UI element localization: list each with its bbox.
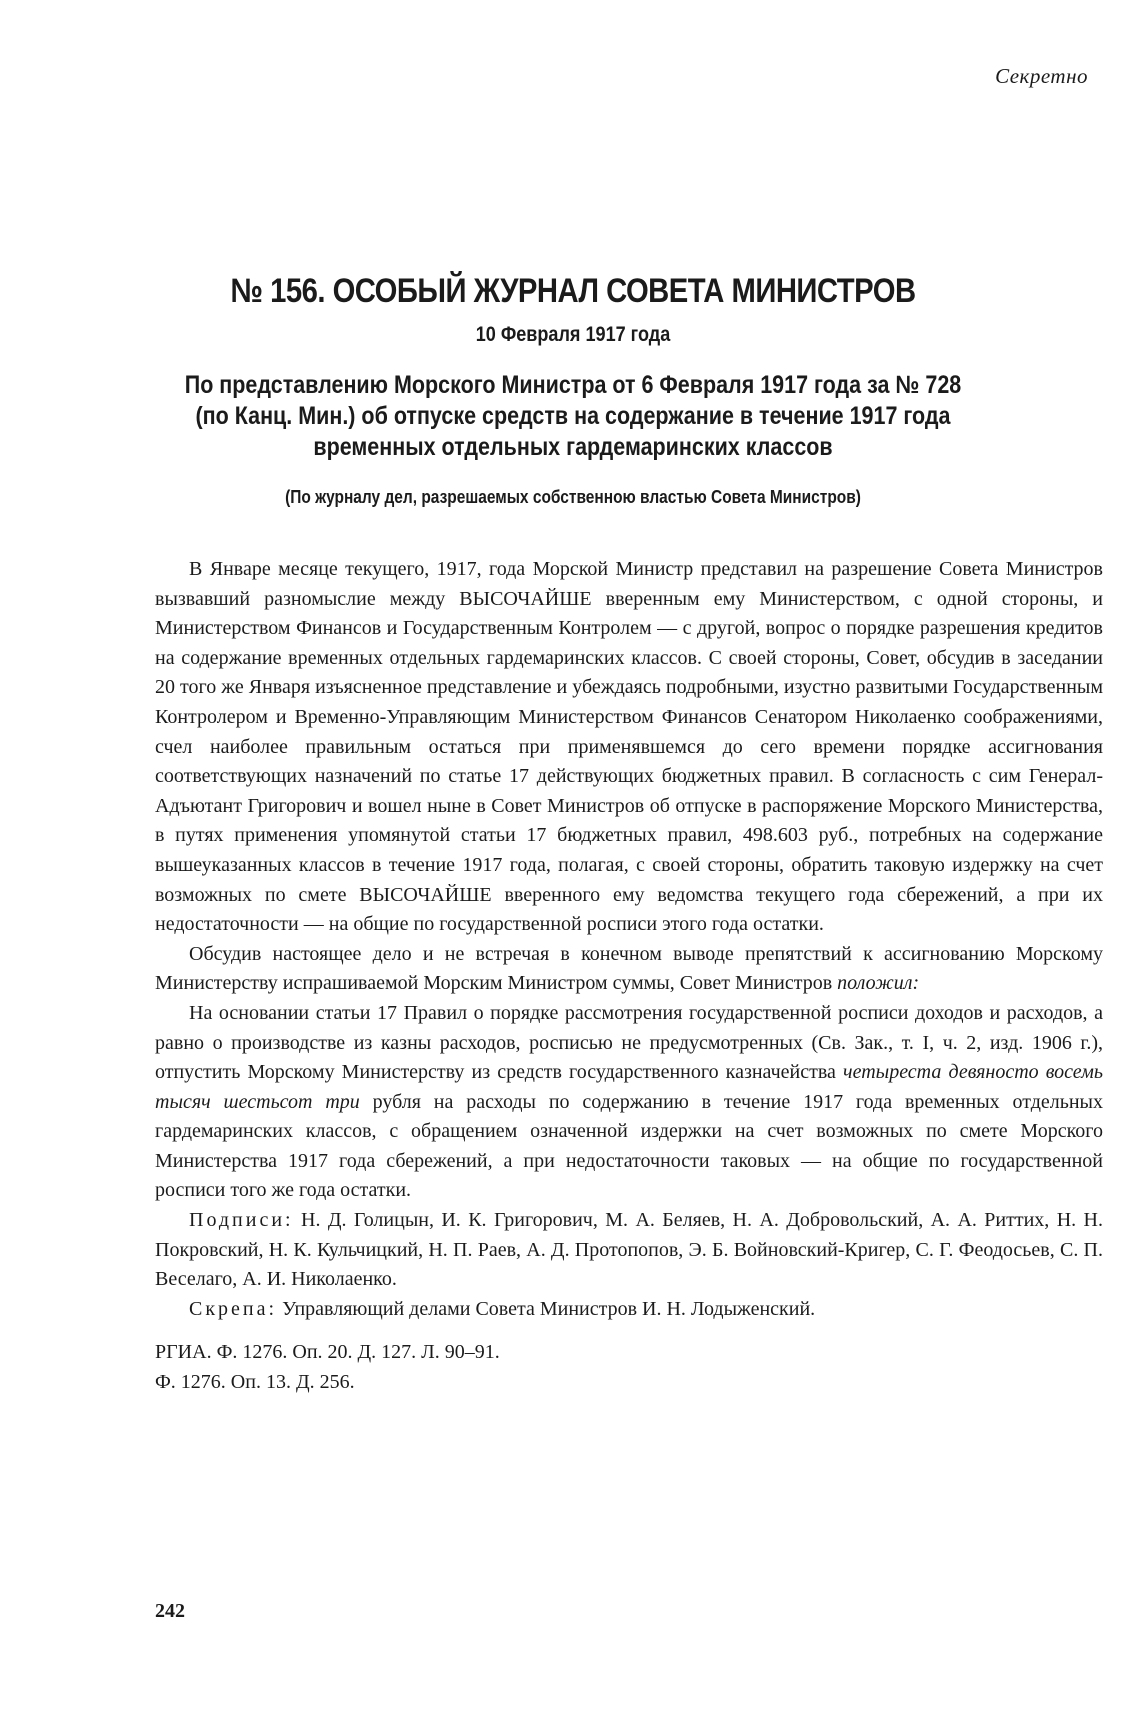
document-body (155, 555, 1103, 1398)
archive-line: Ф. 1276. Оп. 13. Д. 256. (155, 1371, 355, 1394)
page-number: 242 (155, 1600, 185, 1622)
skrepa-label: Скрепа: (189, 1297, 278, 1320)
subtitle-line: По представлению Морского Министра от 6 Февраля 1917 года за № 728 (184, 371, 962, 399)
paragraph-3 (155, 999, 1103, 1206)
document-date: 10 Февраля 1917 года (475, 323, 671, 346)
signatures (155, 1206, 1103, 1295)
signatures-label: Подписи: (189, 1209, 294, 1232)
paragraph-2-text: Обсудив настоящее дело и не встречая в конечном выводе препятствий к ассигнованию Морскому Министерству испрашиваемой Морским Министром суммы, Совет Министров (155, 942, 1103, 995)
document-title: № 156. ОСОБЫЙ ЖУРНАЛ СОВЕТА МИНИСТРОВ (230, 272, 916, 310)
paragraph-3-before: На основании статьи 17 Правил о порядке рассмотрения государственной росписи доходов и расходов, а равно о производстве из казны расходов, росписью не предусмотренных (Св. Зак., т. I, ч. 2, изд. 1906 г.), отпустить Морскому Министерству из средств государственного казначейства (155, 1001, 1103, 1084)
skrepa-text: Управляющий делами Совета Министров И. Н. Лодыженский. (282, 1297, 816, 1320)
journal-note: (По журналу дел, разрешаемых собственною властью Совета Министров) (285, 487, 861, 507)
skrepa (155, 1295, 1103, 1325)
document-subtitle (183, 370, 962, 463)
paragraph-2 (155, 940, 1103, 999)
subtitle-line: временных отдельных гардемаринских классов (313, 433, 833, 461)
archive-line: РГИА. Ф. 1276. Оп. 20. Д. 127. Л. 90–91. (155, 1341, 500, 1364)
paragraph-3-after: рубля на расходы по содержанию в течение 1917 года временных отдельных гардемаринских классов, с обращением означенной издержки на счет возможных по смете Морского Министерства 1917 года сбережений, а при недостаточности таковых — на общие по государственной росписи того же года остатки. (155, 1090, 1103, 1202)
archive-references (155, 1338, 1103, 1397)
subtitle-line: (по Канц. Мин.) об отпуске средств на содержание в течение 1917 года (195, 402, 951, 430)
signatures-text: Н. Д. Голицын, И. К. Григорович, М. А. Беляев, Н. А. Добровольский, А. А. Риттих, Н. Н. Покровский, Н. К. Кульчицкий, Н. П. Раев, А. Д. Протопопов, Э. Б. Войновский-Кригер, С. Г. Феодосьев, С. П. Веселаго, А. И. Николаенко. (155, 1209, 1104, 1291)
paragraph-1: В Январе месяце текущего, 1917, года Морской Министр представил на разрешение Совета Министров вызвавший разномыслие между ВЫСОЧАЙШЕ вверенным ему Министерством, с одной стороны, и Министерством Финансов и Государственным Контролем — с другой, вопрос о порядке разрешения кредитов на содержание временных отдельных гардемаринских классов. С своей стороны, Совет, обсудив в заседании 20 того же Января изъясненное представление и убеждаясь подробными, изустно развитыми Государственным Контролером и Временно-Управляющим Министерством Финансов Сенатором Николаенко соображениями, счел наиболее правильным остаться при применявшемся до сего времени порядке ассигнования соответствующих назначений по статье 17 действующих бюджетных правил. В согласность с сим Генерал-Адъютант Григорович и вошел ныне в Совет Министров об отпуске в распоряжение Морского Министерства, в путях применения упомянутой статьи 17 бюджетных правил, 498.603 руб., потребных на содержание вышеуказанных классов в течение 1917 года, полагая, с своей стороны, обратить таковую издержку на счет возможных по смете ВЫСОЧАЙШЕ вверенного ему ведомства текущего года сбережений, а при их недостаточности — на общие по государственной росписи этого года остатки. (155, 558, 1103, 936)
paragraph-2-decision: положил: (837, 972, 920, 995)
secret-label: Секретно (995, 64, 1088, 88)
paragraph-3-amount: четыреста девяносто восемь тысяч шестьсот три (155, 1061, 1104, 1113)
